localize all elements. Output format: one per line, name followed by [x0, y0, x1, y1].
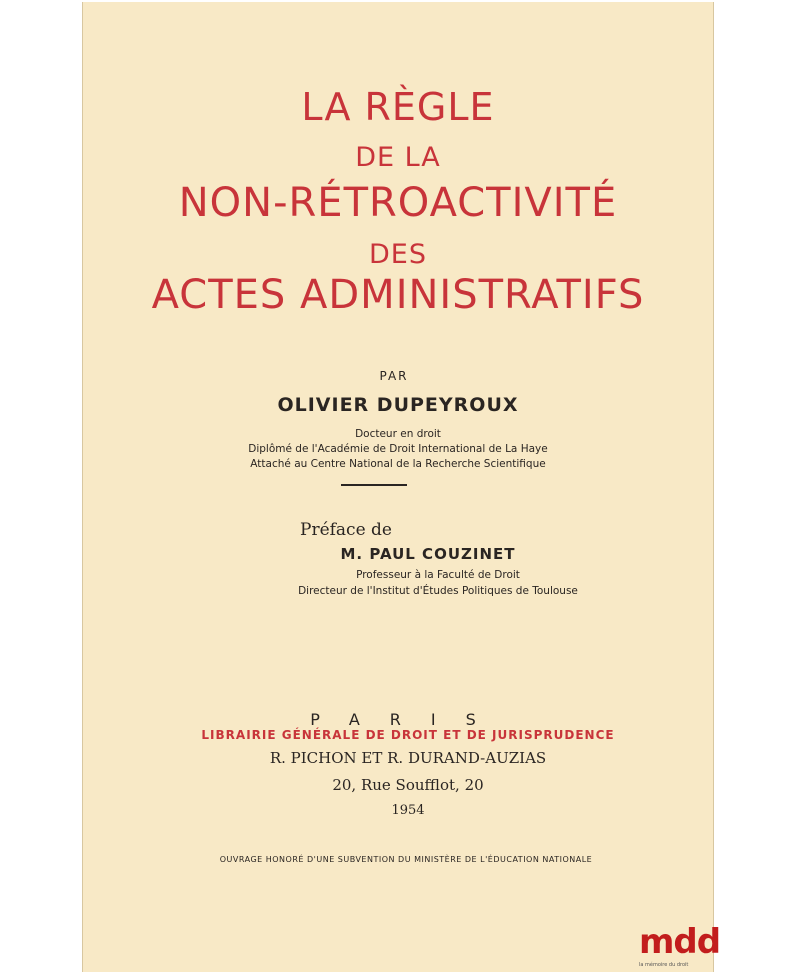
divider: [341, 484, 407, 486]
title-line-4: DES: [369, 239, 427, 270]
author-name: OLIVIER DUPEYROUX: [277, 394, 519, 416]
title-line-2: DE LA: [355, 142, 441, 173]
logo-mark: mdd: [639, 922, 721, 962]
author-credential: Attaché au Centre National de la Recherche Scientifique: [250, 458, 546, 470]
preface-credential: Directeur de l'Institut d'Études Politiques de Toulouse: [298, 585, 578, 597]
title-line-1: LA RÈGLE: [301, 85, 495, 129]
publication-year: 1954: [391, 803, 425, 818]
author-credential: Docteur en droit: [355, 428, 441, 440]
preface-author: M. PAUL COUZINET: [340, 545, 516, 563]
logo-tagline: la mémoire du droit: [639, 962, 689, 968]
title-line-3: NON-RÉTROACTIVITÉ: [178, 180, 618, 226]
preface-label: Préface de: [300, 520, 392, 540]
title-line-5: ACTES ADMINISTRATIFS: [151, 272, 645, 318]
mdd-logo: [639, 922, 721, 970]
publisher-name: LIBRAIRIE GÉNÉRALE DE DROIT ET DE JURISPRUDENCE: [201, 728, 615, 742]
publisher-address: 20, Rue Soufflot, 20: [332, 776, 484, 794]
by-label: PAR: [379, 369, 409, 383]
publisher-city: PARIS: [310, 710, 506, 729]
subsidy-notice: OUVRAGE HONORÉ D'UNE SUBVENTION DU MINISTÈRE DE L'ÉDUCATION NATIONALE: [219, 855, 593, 864]
preface-credential: Professeur à la Faculté de Droit: [356, 569, 520, 581]
author-credential: Diplômé de l'Académie de Droit International de La Haye: [248, 443, 548, 455]
publisher-owners: R. PICHON ET R. DURAND-AUZIAS: [269, 749, 547, 767]
book-cover: [82, 2, 714, 972]
